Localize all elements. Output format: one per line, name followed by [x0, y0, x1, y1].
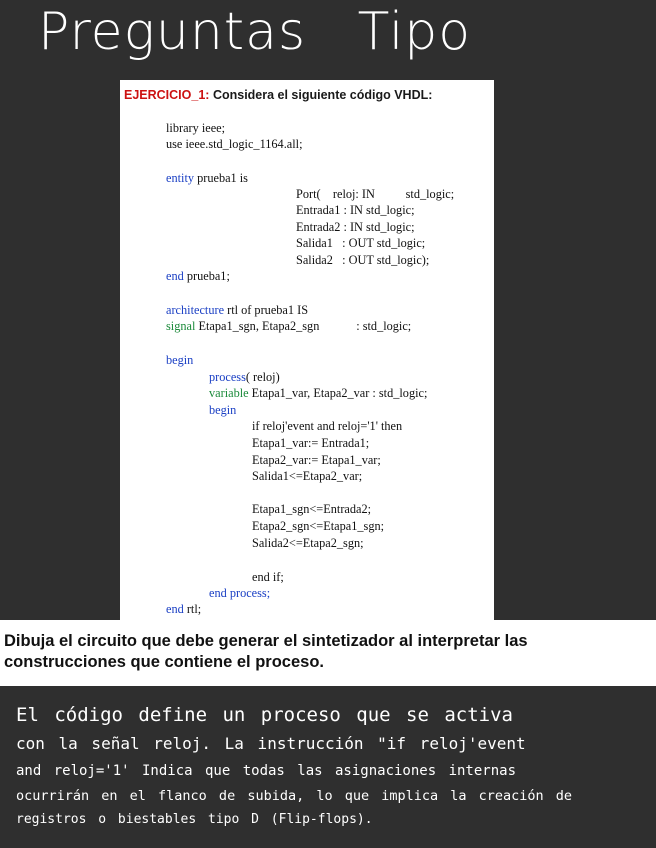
answer-line: and reloj='1' Indica que todas las asignaciones internas — [16, 763, 517, 779]
code-variable — [209, 385, 427, 401]
code-keyword: variable — [209, 386, 249, 400]
code-assign-3: Salida1<=Etapa2_var; — [252, 469, 363, 483]
code-keyword: signal — [166, 319, 196, 333]
code-text: rtl of prueba1 IS — [224, 303, 309, 317]
code-assign-1: Etapa1_var:= Entrada1; — [252, 436, 370, 450]
code-assign-4: Etapa1_sgn<=Entrada2; — [252, 502, 372, 516]
answer-line: ocurrirán en el flanco de subida, lo que implica la creación de — [16, 788, 573, 804]
answer-line: registros o biestables tipo D (Flip-flops). — [16, 812, 373, 827]
code-process-begin: begin — [209, 403, 237, 417]
question-panel — [0, 620, 656, 686]
code-text: Etapa1_sgn, Etapa2_sgn : std_logic; — [195, 319, 412, 333]
code-assign-5: Etapa2_sgn<=Etapa1_sgn; — [252, 519, 385, 533]
page-title: Preguntas Tipo — [38, 2, 472, 62]
code-port-1: Port( reloj: IN std_logic; — [296, 187, 455, 201]
code-end-if: end if; — [252, 570, 284, 584]
code-if: if reloj'event and reloj='1' then — [252, 419, 403, 433]
code-end-entity — [166, 268, 230, 284]
code-entity — [166, 170, 248, 186]
answer-notes — [16, 700, 646, 832]
answer-line: El código define un proceso que se activa — [16, 704, 513, 726]
code-port-2: Entrada1 : IN std_logic; — [296, 203, 415, 217]
code-library: library ieee; — [166, 121, 226, 135]
exercise-document — [120, 80, 494, 620]
code-signal — [166, 318, 411, 334]
code-keyword: process — [209, 370, 246, 384]
answer-line: con la señal reloj. La instrucción "if reloj'event — [16, 734, 526, 753]
code-keyword: end — [166, 269, 184, 283]
exercise-label: EJERCICIO_1: — [124, 88, 210, 102]
code-text: Etapa1_var, Etapa2_var : std_logic; — [248, 386, 428, 400]
code-text: rtl; — [183, 602, 202, 616]
code-text: prueba1 is — [194, 171, 248, 185]
code-assign-6: Salida2<=Etapa2_sgn; — [252, 536, 364, 550]
exercise-heading — [124, 88, 432, 102]
exercise-prompt: Considera el siguiente código VHDL: — [212, 88, 433, 102]
code-architecture — [166, 302, 308, 318]
code-end-process: end process; — [209, 586, 271, 600]
code-text: prueba1; — [183, 269, 230, 283]
code-use: use ieee.std_logic_1164.all; — [166, 137, 303, 151]
code-keyword: architecture — [166, 303, 225, 317]
code-keyword: entity — [166, 171, 195, 185]
code-port-3: Entrada2 : IN std_logic; — [296, 220, 415, 234]
code-text: ( reloj) — [245, 370, 280, 384]
code-end-rtl — [166, 601, 201, 617]
code-port-4: Salida1 : OUT std_logic; — [296, 236, 426, 250]
code-process — [209, 369, 280, 385]
code-assign-2: Etapa2_var:= Etapa1_var; — [252, 453, 381, 467]
code-keyword: end — [166, 602, 184, 616]
code-begin: begin — [166, 353, 194, 367]
question-text: Dibuja el circuito que debe generar el sintetizador al interpretar las construcciones que contiene el proceso. — [4, 632, 528, 671]
code-port-5: Salida2 : OUT std_logic); — [296, 253, 430, 267]
